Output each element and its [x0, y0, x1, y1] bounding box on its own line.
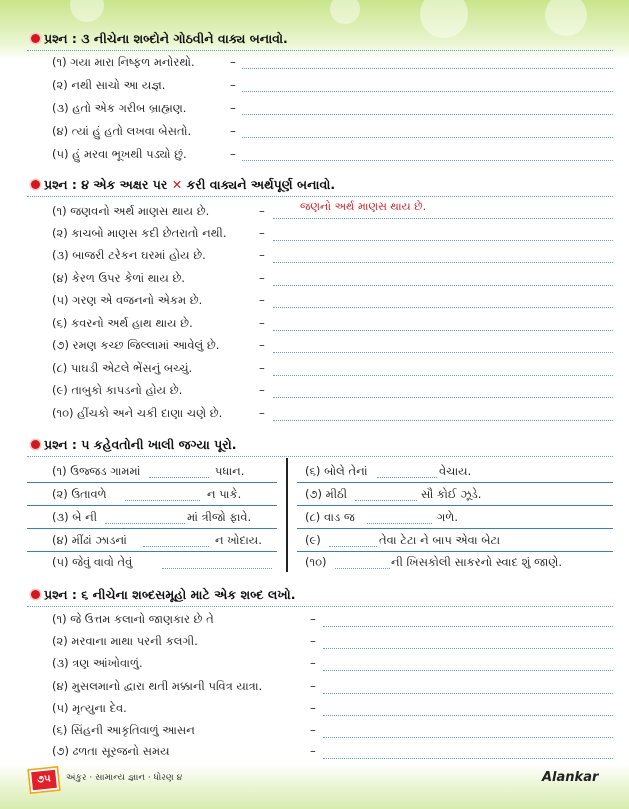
answer-line[interactable] — [323, 758, 613, 759]
heading-rule — [27, 456, 613, 457]
answer-line[interactable] — [242, 68, 613, 69]
answer-line[interactable] — [323, 626, 613, 627]
answer-line[interactable] — [27, 505, 277, 506]
blank-line[interactable] — [162, 568, 272, 569]
answer-line[interactable] — [297, 551, 613, 552]
blank-line[interactable] — [329, 546, 377, 547]
answer-line[interactable] — [323, 648, 613, 649]
answer-line[interactable] — [242, 91, 613, 92]
question-5-section: પ્રશ્ન : ૫ કહેવતોની ખાલી જગ્યા પૂરો. (૧) ઉજ્જડ ગામમાં પધાન. (૨) ઉતાવળે ન પાકે. (૩) બે ની માં ત્રીજો ફાવે. (૪) મીંઢાં ઝાડનાં ન ખોદાય. (૫) જેવું વાવો તેવું (૬) બોલે તેનાં વેચાય. (૭) મીઠી સૌ કોઈ ઝૂડે. (૮) વાડ જ ગળે. (૯) તેવા ટેટા ને બાપ એવા બેટા (૧૦) ની ખિસકોલી સાકરનો સ્વાદ શું જાણે. — [27, 436, 613, 576]
bullet-icon — [31, 180, 40, 189]
answer-line[interactable] — [273, 375, 613, 376]
answer-line[interactable] — [297, 528, 613, 529]
question-4-heading: પ્રશ્ન : ૪ એક અક્ષર પર ✕ કરી વાક્યને અર્થપૂર્ણ બનાવો. — [27, 176, 613, 196]
answer-line[interactable] — [273, 420, 613, 421]
blank-line[interactable] — [355, 500, 417, 501]
footer-band — [0, 764, 629, 809]
blank-line[interactable] — [335, 568, 390, 569]
question-3-heading: પ્રશ્ન : ૩ નીચેના શબ્દોને ગોઠવીને વાક્ય બનાવો. — [27, 30, 613, 50]
answer-line[interactable] — [242, 137, 613, 138]
publisher-logo: Alankar — [542, 770, 599, 785]
answer-line[interactable] — [323, 693, 613, 694]
answer-line[interactable] — [273, 330, 613, 331]
question-6-heading: પ્રશ્ન : ૬ નીચેના શબ્દસમૂહો માટે એક શબ્દ લખો. — [27, 586, 613, 606]
heading-rule — [27, 196, 613, 197]
decor-circle — [330, 0, 360, 24]
answer-line[interactable] — [297, 482, 613, 483]
answer-line[interactable] — [273, 218, 613, 219]
question-5-heading: પ્રશ્ન : ૫ કહેવતોની ખાલી જગ્યા પૂરો. — [27, 436, 613, 456]
footer-label: અંકુર · સામાન્ય જ્ઞાન · ધોરણ ૪ — [66, 773, 183, 783]
answer-line[interactable] — [273, 397, 613, 398]
decor-circle — [70, 0, 104, 22]
heading-rule — [27, 50, 613, 51]
bullet-icon — [31, 34, 40, 43]
answer-line[interactable] — [273, 307, 613, 308]
question-4-section: પ્રશ્ન : ૪ એક અક્ષર પર ✕ કરી વાક્યને અર્થપૂર્ણ બનાવો. જણનો અર્થ માણસ થાય છે. (૧) જણવનો અર્થ માણસ થાય છે. – (૨) કાચબો માણસ કદી છેતરાતો નથી. – (૩) બાજરી ટરેકન ઘરમાં હોય છે. – (૪) કેરળ ઉપર કેળાં થાય છે. – (૫) ગરણ એ વજનનો એકમ છે. – (૬) કવરનો અર્થ હાથ થાય છે. – (૭) રમણ કચ્છ જિલ્લામાં આવેલું છે. – (૮) પાઘડી એટલે ભેંસનું બચ્ચું. – (૯) તાબુકો કાપડનો હોય છે. – (૧૦) હીંચકો અને ચકી દાણા ચણે છે. – — [27, 176, 613, 426]
answer-line[interactable] — [273, 285, 613, 286]
answer-line[interactable] — [27, 551, 277, 552]
answer-line[interactable] — [297, 505, 613, 506]
sample-answer: જણનો અર્થ માણસ થાય છે. — [300, 200, 427, 213]
blank-line[interactable] — [149, 477, 209, 478]
blank-line[interactable] — [377, 477, 437, 478]
answer-line[interactable] — [323, 670, 613, 671]
bullet-icon — [31, 440, 40, 449]
answer-line[interactable] — [27, 528, 277, 529]
answer-line[interactable] — [323, 715, 613, 716]
page-number: ૭૫ — [29, 768, 59, 793]
bullet-icon — [31, 590, 40, 599]
answer-line[interactable] — [273, 240, 613, 241]
answer-line[interactable] — [323, 737, 613, 738]
cross-mark-icon: ✕ — [171, 177, 183, 192]
answer-line[interactable] — [273, 262, 613, 263]
answer-line[interactable] — [242, 160, 613, 161]
question-6-section: પ્રશ્ન : ૬ નીચેના શબ્દસમૂહો માટે એક શબ્દ લખો. (૧) જે ઉત્તમ કલાનો જાણકાર છે તે – (૨) મરવાના માથા પરની કલગી. – (૩) ત્રણ આંખોવાળું. – (૪) મુસલમાનો દ્વારા થતી મક્કાની પવિત્ર યાત્રા. – (૫) મૃત્યુના દેવ. – (૬) સિંહની આકૃતિવાળું આસન – (૭) ઢળતા સૂરજનો સમય – — [27, 586, 613, 764]
blank-line[interactable] — [367, 523, 432, 524]
column-divider — [286, 458, 288, 572]
blank-line[interactable] — [105, 523, 185, 524]
question-3-section: પ્રશ્ન : ૩ નીચેના શબ્દોને ગોઠવીને વાક્ય બનાવો. (૧) ગયા મારા નિષ્ફળ મનોરથો. – (૨) નથી સાચો આ યજ્ઞ. – (૩) હતો એક ગરીબ બ્રાહ્મણ. – (૪) ત્યાં હું હતો લખવા બેસતો. – (૫) હું મરવા ભૂખથી પડ્યો છું. – — [27, 30, 613, 170]
answer-line[interactable] — [273, 352, 613, 353]
heading-rule — [27, 606, 613, 607]
answer-line[interactable] — [242, 114, 613, 115]
blank-line[interactable] — [125, 500, 200, 501]
blank-line[interactable] — [143, 546, 209, 547]
answer-line[interactable] — [27, 482, 277, 483]
